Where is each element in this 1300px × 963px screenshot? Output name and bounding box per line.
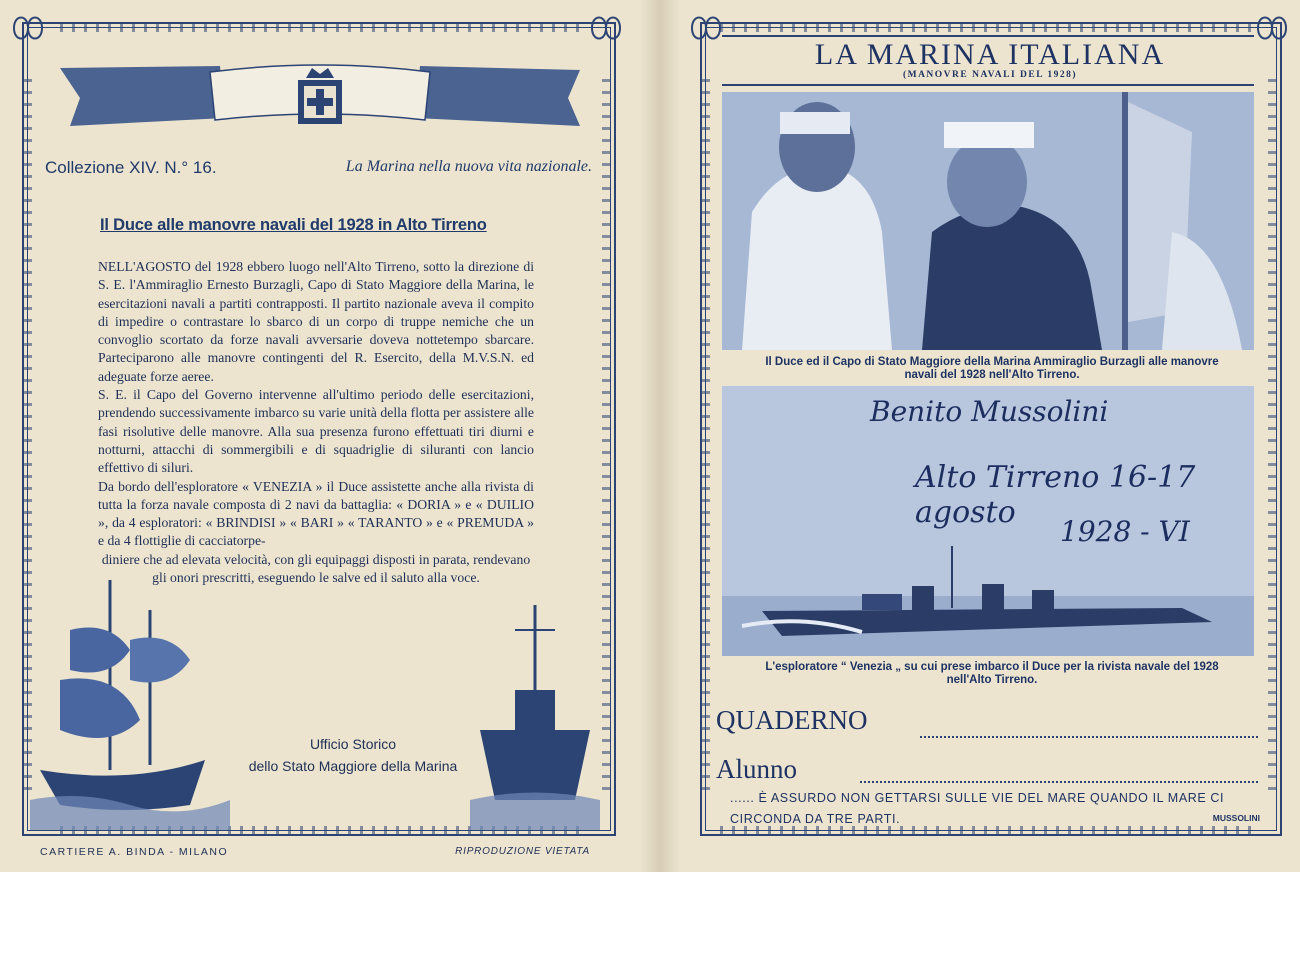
quote-line: CIRCONDA DA TRE PARTI. xyxy=(730,812,901,826)
rope-knot-icon xyxy=(10,10,46,46)
booklet-title: LA MARINA ITALIANA xyxy=(814,38,1166,71)
rope-knot-icon xyxy=(688,10,724,46)
ufficio-line: dello Stato Maggiore della Marina xyxy=(248,758,458,774)
photo-caption-1 xyxy=(722,356,1262,382)
mussolini-quote xyxy=(730,788,1260,830)
quaderno-fill-line[interactable] xyxy=(920,735,1258,738)
quaderno-label: QUADERNO xyxy=(716,705,868,735)
photo-caption-2 xyxy=(722,661,1262,687)
rope-border-side-right xyxy=(702,70,710,790)
rope-border-top-left xyxy=(60,24,580,32)
royal-banner-with-crest xyxy=(60,58,580,138)
quote-line: ...... È ASSURDO NON GETTARSI SULLE VIE DEL MARE QUANDO IL MARE CI xyxy=(730,791,1225,805)
autograph-place-date: Alto Tirreno 16-17 agosto xyxy=(915,460,1196,530)
autograph-year: 1928 - VI xyxy=(1060,515,1190,548)
article-paragraph: diniere che ad elevata velocità, con gli equipaggi disposti in parata, rendevano gli onori prescritti, eseguendo le salve ed il saluto alla voce. xyxy=(101,551,531,586)
collection-subtitle: La Marina nella nuova vita nazionale. xyxy=(345,158,592,175)
collection-number: Collezione XIV. N.° 16. xyxy=(45,158,217,177)
ufficio-line: Ufficio Storico xyxy=(309,736,397,752)
battleship-illustration-icon xyxy=(470,600,600,830)
printer-credit: CARTIERE A. BINDA - MILANO xyxy=(40,846,229,858)
rope-border-side-right-outer xyxy=(1268,70,1276,790)
rope-border-top-right xyxy=(720,24,1260,32)
quote-author: MUSSOLINI xyxy=(1212,813,1260,823)
caption-line: L'esploratore “ Venezia „ su cui prese imbarco il Duce per la rivista navale del 1928 xyxy=(765,661,1219,673)
booklet-subtitle: (MANOVRE NAVALI DEL 1928) xyxy=(902,70,1078,80)
article-paragraph: S. E. il Capo del Governo intervenne all'ultimo periodo delle esercitazioni, prendendo successivamente imbarco su varie unità della flotta per assistere alle fasi risolutive delle manovre. Alla sua presenza furono effettuati tiri diurni e notturni, attacchi di sommergibili e di squadriglie di siluranti con lancio effettivo di siluri. xyxy=(98,387,534,476)
alunno-fill-line[interactable] xyxy=(860,780,1258,783)
title-rule xyxy=(722,84,1254,86)
page-fold xyxy=(640,0,680,872)
article-paragraph: Da bordo dell'esploratore « VENEZIA » il Duce assistette anche alla rivista di tutta la forza navale composta di 2 navi da battaglia: « DORIA » e « DUILIO », da 4 esploratori: « BRINDISI » « BARI » « TARANTO » e « PREMUDA » e da 4 flottiglie di cacciatorpe- xyxy=(98,478,534,549)
rope-border-side-left-inner xyxy=(602,70,610,790)
photo-duce-and-admiral xyxy=(722,92,1254,350)
title-rule xyxy=(722,35,1254,37)
caption-line: navali del 1928 nell'Alto Tirreno. xyxy=(904,369,1080,381)
alunno-label: Alunno xyxy=(716,754,797,784)
article-body xyxy=(98,258,534,587)
article-paragraph: NELL'AGOSTO del 1928 ebbero luogo nell'Alto Tirreno, sotto la direzione di S. E. l'Ammiraglio Ernesto Burzagli, Capo di Stato Maggiore della Marina, le esercitazioni navali a partiti contrapposti. Il partito nazionale aveva il compito di impedire o contrastare lo sbarco di un corpo di truppe nemiche che un convoglio scortato da forze navali avversarie doveva nottetempo sbarcare. Parteciparono alle manovre contingenti del R. Esercito, della M.V.S.N. ed adeguate forze aeree. xyxy=(98,259,534,384)
photo-figures-icon xyxy=(722,92,1254,350)
article-headline: Il Duce alle manovre navali del 1928 in Alto Tirreno xyxy=(100,216,487,234)
caption-line: nell'Alto Tirreno. xyxy=(946,674,1038,686)
reproduction-notice: RIPRODUZIONE VIETATA xyxy=(455,846,590,857)
rope-knot-icon xyxy=(588,10,624,46)
autograph-signature: Benito Mussolini xyxy=(870,395,1109,428)
sailing-ship-illustration-icon xyxy=(30,560,230,830)
caption-line: Il Duce ed il Capo di Stato Maggiore della Marina Ammiraglio Burzagli alle manovre xyxy=(765,356,1219,368)
ufficio-storico-credit xyxy=(218,733,488,777)
